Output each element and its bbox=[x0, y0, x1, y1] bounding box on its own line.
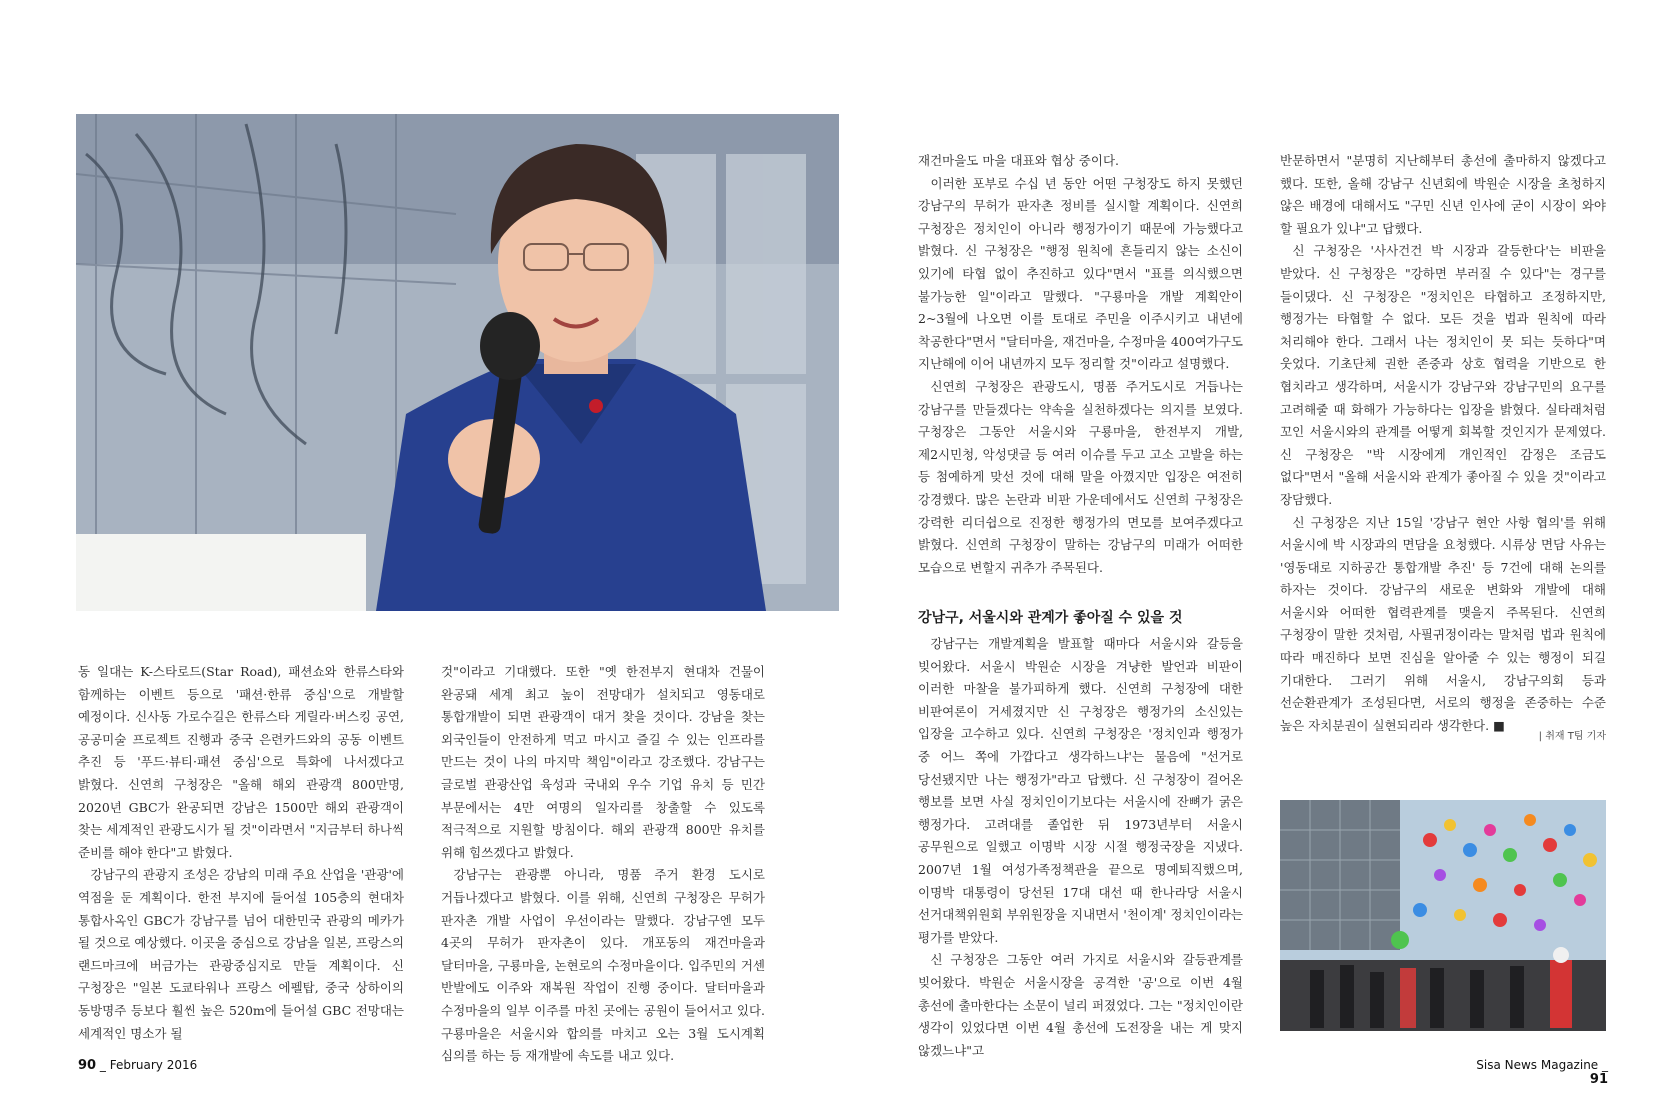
folio-right-text: Sisa News Magazine _ bbox=[1476, 1058, 1608, 1072]
page-number-left: 90 bbox=[78, 1058, 97, 1073]
paragraph: 반문하면서 "분명히 지난해부터 총선에 출마하지 않겠다고 했다. 또한, 올해 강남구 신년회에 박원순 시장을 초청하지 않은 배경에 대해서도 "구민 신년 인사에 굳이 시장이 와야 할 필요가 있냐"고 답했다. bbox=[1280, 153, 1606, 236]
speaker-photo-illustration bbox=[76, 114, 839, 611]
paragraph: 신 구청장은 지난 15일 '강남구 현안 사항 협의'를 위해 서울시에 박 시장과의 면담을 요청했다. 시류상 면담 사유는 '영동대로 지하공간 통합개발 추진' 등 7건에 대해 논의를 하자는 것이다. 강남구의 새로운 변화와 개발에 대해 서울시와 어떠한 협력관계를 맺을지 주목된다. 신연희 구청장이 말한 것처럼, 사필귀정이라는 말처럼 법과 원칙에 따라 매진하다 보면 진심을 알아줄 수 있는 행정이 되길 기대한다. 그러기 위해 서울시, 강남구의회 등과 선순환관계가 조성된다면, 서로의 행정을 존중하는 수준 높은 자치분권이 실현되리라 생각한다. ■ bbox=[1280, 514, 1606, 733]
paragraph: 신 구청장은 '사사건건 박 시장과 갈등한다'는 비판을 받았다. 신 구청장은 "강하면 부러질 수 있다"는 경구를 들이댔다. 신 구청장은 "정치인은 타협하고 조정하지만, 행정가는 타협할 수 없다. 모든 것을 법과 원칙에 따라 처리해야 한다. 그래서 나는 정치인이 못 되는 듯하다"며 웃었다. 기초단체 권한 존중과 상호 협력을 기반으로 한 협치라고 생각하며, 서울시가 강남구와 강남구민의 요구를 고려해줄 때 화해가 가능하다는 입장을 밝혔다. 실타래처럼 꼬인 서울시와의 관계를 어떻게 회복할 것인지가 문제였다. 신 구청장은 "박 시장에게 개인적인 감정은 조금도 없다"면서 "올해 서울시와 관계가 좋아질 수 있을 것"이라고 장담했다. bbox=[1280, 243, 1606, 507]
article-column-2 bbox=[441, 661, 765, 1068]
article-column-3 bbox=[918, 150, 1243, 579]
paragraph: 것"이라고 기대했다. 또한 "옛 한전부지 현대차 건물이 완공돼 세계 최고 높이 전망대가 설치되고 영동대로 통합개발이 되면 관광객이 대거 찾을 것이다. 강남을 찾는 외국인들이 안전하게 먹고 마시고 즐길 수 있는 인프라를 만드는 것이 나의 마지막 책임"이라고 강조했다. 강남구는 글로벌 관광산업 육성과 국내외 우수 기업 유치 등 민간 부문에서는 4만 여명의 일자리를 창출할 수 있도록 적극적으로 지원할 방침이다. 해외 관광객 800만 유치를 위해 힘쓰겠다고 밝혔다. bbox=[441, 664, 765, 860]
paragraph: 신 구청장은 그동안 여러 가지로 서울시와 갈등관계를 빚어왔다. 박원순 서울시장을 공격한 '공'으로 이번 4월 총선에 출마한다는 소문이 널리 퍼졌었다. 그는 "정치인이란 생각이 있었다면 이번 4월 총선에 도전장을 내는 게 맞지 않겠느냐"고 bbox=[918, 952, 1243, 1058]
article-column-3-continued bbox=[918, 633, 1243, 1062]
paragraph: 이러한 포부로 수십 년 동안 어떤 구청장도 하지 못했던 강남구의 무허가 판자촌 정비를 실시할 계획이다. 신연희 구청장은 정치인이 아니라 행정가이기 때문에 가능했다고 밝혔다. 신 구청장은 "행정 원칙에 흔들리지 않는 소신이 있기에 타협 없이 추진하고 있다"면서 "표를 의식했으면 불가능한 일"이라고 말했다. "구룡마을 개발 계획안이 2~3월에 나오면 이를 토대로 주민을 이주시키고 내년에 착공한다"면서 "달터마을, 재건마을, 수정마을 400여가구도 지난해에 이어 내년까지 모두 정리할 것"이라고 설명했다. bbox=[918, 175, 1243, 372]
paragraph: 강남구는 개발계획을 발표할 때마다 서울시와 갈등을 빚어왔다. 서울시 박원순 시장을 겨냥한 발언과 비판이 이러한 마찰을 불가피하게 했다. 신연희 구청장에 대한 비판여론이 거세졌지만 신 구청장은 행정가의 소신있는 입장을 고수하고 있다. 신연희 구청장은 '정치인과 행정가 중 어느 쪽에 가깝다고 생각하느냐'는 물음에 "선거로 당선됐지만 나는 행정가"라고 답했다. 신 구청장이 걸어온 행보를 보면 사실 정치인이기보다는 서울시에 잔뼈가 굵은 행정가다. 고려대를 졸업한 뒤 1973년부터 서울시 공무원으로 일했고 이명박 시장 시절 행정국장을 지냈다. 2007년 1월 여성가족정책관을 끝으로 명예퇴직했으며, 이명박 대통령이 당선된 17대 대선 때 한나라당 서울시 선거대책위원회 부위원장을 지내면서 '천이계' 정치인이라는 평가를 받았다. bbox=[918, 636, 1243, 945]
page-folio-right bbox=[1460, 1058, 1608, 1087]
page-number-right: 91 bbox=[1589, 1072, 1608, 1087]
paragraph: 재건마을도 마을 대표와 협상 중이다. bbox=[918, 153, 1119, 168]
article-column-4 bbox=[1280, 150, 1606, 737]
paragraph: 강남구의 관광지 조성은 강남의 미래 주요 산업을 '관광'에 역점을 둔 계획이다. 한전 부지에 들어설 105층의 현대차 통합사옥인 GBC가 강남구를 넘어 대한민국 관광의 메카가 될 것으로 예상했다. 이곳을 중심으로 강남을 일본, 프랑스의 랜드마크에 버금가는 관광중심지로 만들 계획이다. 신 구청장은 "일본 도쿄타워나 프랑스 에펠탑, 중국 상하이의 동방명주 등보다 훨씬 높은 520m에 들어설 GBC 전망대는 세계적인 명소가 될 bbox=[78, 867, 404, 1041]
article-column-1 bbox=[78, 661, 404, 1045]
section-subheading: 강남구, 서울시와 관계가 좋아질 수 있을 것 bbox=[918, 610, 1183, 626]
reporter-credit: | 취재 T팀 기자 bbox=[1538, 731, 1606, 742]
folio-left-text: _ February 2016 bbox=[99, 1058, 198, 1072]
balloon-festival-illustration bbox=[1280, 800, 1606, 1031]
balloon-festival-photo bbox=[1280, 800, 1606, 1031]
paragraph: 신연희 구청장은 관광도시, 명품 주거도시로 거듭나는 강남구를 만들겠다는 약속을 실천하겠다는 의지를 보였다. 구청장은 그동안 서울시와 구룡마을, 한전부지 개발, 제2시민청, 악성댓글 등 여러 이슈를 두고 고소 고발을 하는 등 첨예하게 맞선 것에 대해 말을 아꼈지만 입장은 여전히 강경했다. 많은 논란과 비판 가운데에서도 신연희 구청장은 강력한 리더쉽으로 진정한 행정가의 면모를 보여주겠다고 밝혔다. 신연희 구청장이 말하는 강남구의 미래가 어떠한 모습으로 변할지 귀추가 주목된다. bbox=[918, 378, 1243, 575]
paragraph: 강남구는 관광뿐 아니라, 명품 주거 환경 도시로 거듭나겠다고 밝혔다. 이를 위해, 신연희 구청장은 무허가 판자촌 개발 사업이 우선이라는 말했다. 강남구엔 모두 4곳의 무허가 판자촌이 있다. 개포동의 재건마을과 달터마을, 구룡마을, 논현로의 수정마을이다. 입주민의 거센 반발에도 이주와 재복원 작업이 진행 중이다. 달터마을과 수정마을의 일부 이주를 마친 곳에는 공원이 들어서고 있다. 구룡마을은 서울시와 합의를 마치고 오는 3월 도시계획 심의를 하는 등 재개발에 속도를 내고 있다. bbox=[441, 867, 765, 1064]
speaker-photo bbox=[76, 114, 839, 611]
page-folio-left bbox=[78, 1058, 197, 1073]
paragraph: 동 일대는 K-스타로드(Star Road), 패션쇼와 한류스타와 함께하는 이벤트 등으로 '패션·한류 중심'으로 개발할 예정이다. 신사동 가로수길은 한류스타 게릴라·버스킹 공연, 공공미술 프로젝트 진행과 중국 은련카드와의 공동 이벤트 추진 등 '푸드·뷰티·패션 중심'으로 특화에 나서겠다고 밝혔다. 신연희 구청장은 "올해 해외 관광객 800만명, 2020년 GBC가 완공되면 강남은 1500만 해외 관광객이 찾는 세계적인 관광도시가 될 것"이라면서 "지금부터 하나씩 준비를 해야 한다"고 밝혔다. bbox=[78, 664, 404, 860]
